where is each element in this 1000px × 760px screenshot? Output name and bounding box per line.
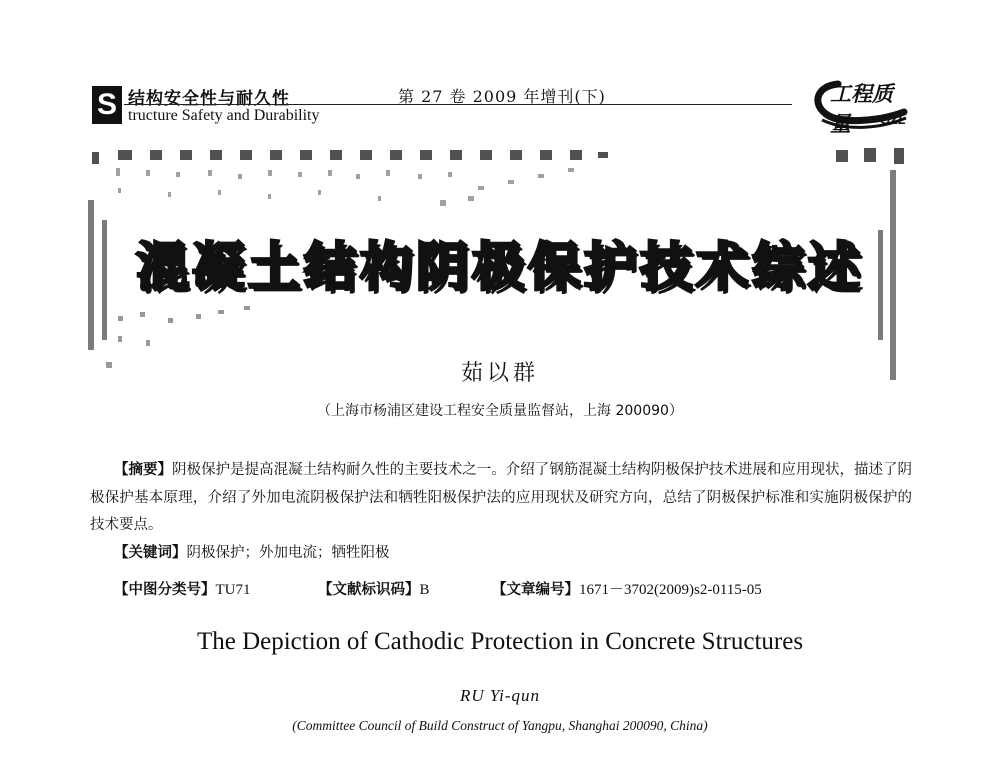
keywords-label: 【关键词】 [114, 545, 187, 561]
document-code [318, 578, 430, 599]
brand-logo [808, 74, 912, 134]
abstract-text: 阴极保护是提高混凝土结构耐久性的主要技术之一。介绍了钢筋混凝土结构阴极保护技术进展和应用现状，描述了阴极保护基本原理，介绍了外加电流阴极保护法和牺牲阳极保护法的应用现状及研究方向，总结了阴极保护标准和实施阴极保护的技术要点。 [90, 462, 913, 533]
classification-label: 【中图分类号】 [114, 582, 216, 598]
classification-value: TU71 [215, 582, 251, 598]
keywords [114, 541, 390, 562]
english-author: RU Yi-qun [460, 686, 540, 705]
journal-name-en: tructure Safety and Durability [128, 107, 320, 124]
document-code-value: B [419, 582, 430, 598]
journal-name-cn: 结构安全性与耐久性 [128, 89, 290, 109]
issue-info: 第 27 卷 2009 年增刊(下) [398, 87, 606, 106]
author-name: 茹以群 [460, 361, 539, 386]
svg-text:GZL: GZL [880, 112, 906, 127]
keywords-text: 阴极保护；外加电流；牺牲阳极 [186, 545, 390, 561]
journal-logo-letter: S [92, 86, 122, 124]
abstract [90, 457, 912, 540]
article-number-label: 【文章编号】 [492, 582, 579, 598]
brand-logo-text: 工程质量 [830, 82, 893, 136]
article-number [492, 578, 762, 599]
classification-number [114, 578, 251, 599]
article-number-value: 1671－3702(2009)s2-0115-05 [579, 582, 762, 598]
document-code-label: 【文献标识码】 [318, 582, 420, 598]
abstract-label: 【摘要】 [114, 462, 173, 478]
paper-title: 混凝土结构阴极保护技术综述 [135, 238, 864, 298]
author-affiliation: （上海市杨浦区建设工程安全质量监督站，上海 200090） [317, 403, 683, 419]
english-title: The Depiction of Cathodic Protection in Concrete Structures [196, 628, 804, 655]
english-affiliation: (Committee Council of Build Construct of Yangpu, Shanghai 200090, China) [292, 718, 708, 733]
